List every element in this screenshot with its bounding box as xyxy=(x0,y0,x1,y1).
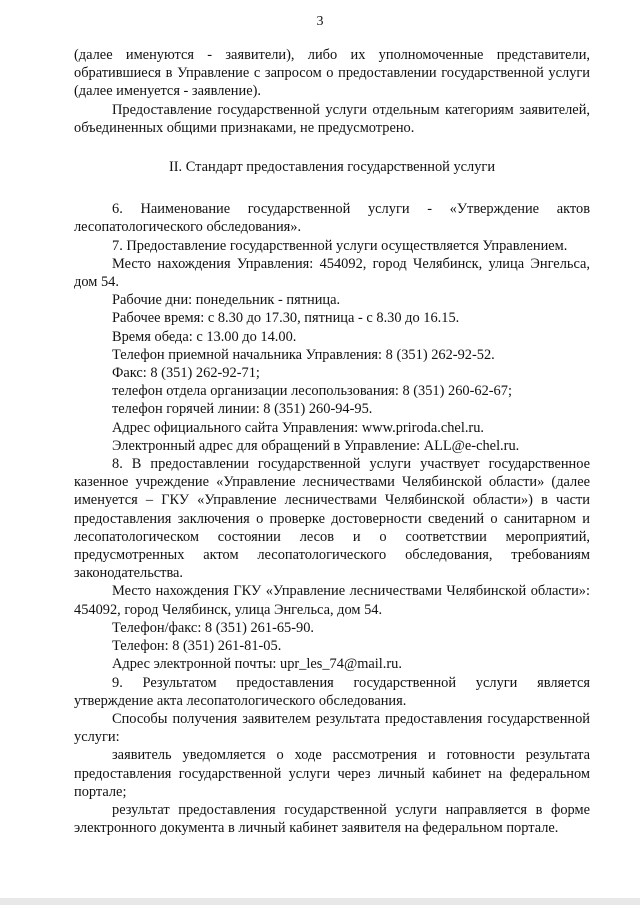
line-hotline: телефон горячей линии: 8 (351) 260-94-95. xyxy=(112,401,373,418)
paragraph-service-name: 6. Наименование государственной услуги - «Утверждение актов лесопатологического обследования». xyxy=(74,201,590,236)
paragraph-applicants: (далее именуются - заявители), либо их уполномоченные представители, обратившиеся в Управление с запросом о предоставлении государственной услуги (далее именуется - заявление). xyxy=(74,47,590,100)
page-bottom-edge xyxy=(0,898,640,905)
line-worktime: Рабочее время: с 8.30 до 17.30, пятница - с 8.30 до 16.15. xyxy=(112,310,460,327)
paragraph-gku: 8. В предоставлении государственной услуги участвует государственное казенное учреждение «Управление лесничествами Челябинской области» (далее именуется – ГКУ «Управление лесничествами Челябинской области») в части предоставления заключения о проверке достоверности сведений о санитарном и лесопатологическом состоянии лесов и о соответствии мероприятий, предусмотренных актом лесопатологического обследования, требованиям законодательства. xyxy=(74,456,590,582)
paragraph-method-2: результат предоставления государственной услуги направляется в форме электронного документа в личный кабинет заявителя на федеральном портале. xyxy=(74,801,590,837)
paragraph-categories: Предоставление государственной услуги отдельным категориям заявителей, объединенных общими признаками, не предусмотрено. xyxy=(74,101,590,136)
line-phone-head: Телефон приемной начальника Управления: 8 (351) 262-92-52. xyxy=(112,346,495,363)
paragraph-gku-location: Место нахождения ГКУ «Управление лесничествами Челябинской области»: 454092, город Челябинск, улица Энгельса, дом 54. xyxy=(74,583,590,618)
page-number: 3 xyxy=(316,14,324,29)
paragraph-method-1: заявитель уведомляется о ходе рассмотрения и готовности результата предоставления государственной услуги через личный кабинет на федеральном портале; xyxy=(74,747,590,800)
paragraph-methods: Способы получения заявителем результата предоставления государственной услуги: xyxy=(74,710,590,746)
section-heading: II. Стандарт предоставления государственной услуги xyxy=(168,159,496,176)
line-gku-email: Адрес электронной почты: upr_les_74@mail.ru. xyxy=(112,656,402,673)
line-gku-phonefax: Телефон/факс: 8 (351) 261-65-90. xyxy=(112,619,315,636)
paragraph-result: 9. Результатом предоставления государственной услуги является утверждение акта лесопатологического обследования. xyxy=(74,674,590,709)
paragraph-provider: 7. Предоставление государственной услуги осуществляется Управлением. xyxy=(112,237,568,254)
line-website: Адрес официального сайта Управления: www.priroda.chel.ru. xyxy=(112,419,484,436)
line-gku-phone: Телефон: 8 (351) 261-81-05. xyxy=(112,638,282,655)
line-fax: Факс: 8 (351) 262-92-71; xyxy=(112,365,260,382)
line-workdays: Рабочие дни: понедельник - пятница. xyxy=(112,292,341,309)
line-email: Электронный адрес для обращений в Управление: ALL@e-chel.ru. xyxy=(112,437,520,454)
paragraph-location: Место нахождения Управления: 454092, город Челябинск, улица Энгельса, дом 54. xyxy=(74,255,590,291)
line-phone-dept: телефон отдела организации лесопользования: 8 (351) 260-62-67; xyxy=(112,383,512,400)
line-lunch: Время обеда: с 13.00 до 14.00. xyxy=(112,328,297,345)
document-body xyxy=(74,46,590,837)
